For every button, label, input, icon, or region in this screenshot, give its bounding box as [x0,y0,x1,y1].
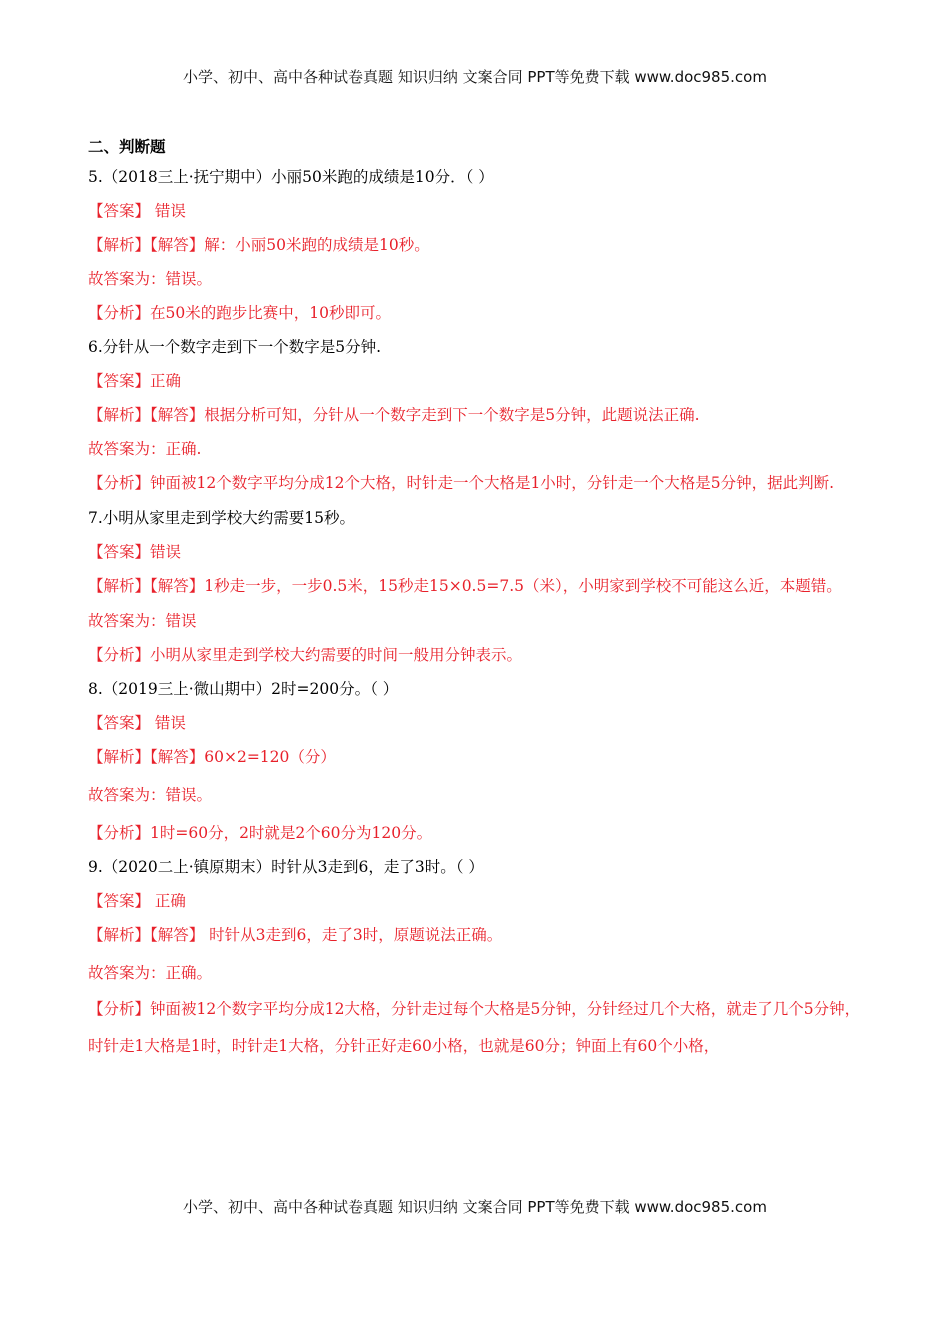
question-6 [88,337,868,502]
analysis-line: 【分析】1时=60分，2时就是2个60分为120分。 [88,824,433,842]
question-stem: 6.分针从一个数字走到下一个数字是5分钟. [88,338,382,356]
question-5 [88,167,868,323]
explanation-line: 【解析】【解答】解：小丽50米跑的成绩是10秒。 [88,236,430,254]
document-body [88,137,868,1065]
conclusion-line: 故答案为：错误。 [88,786,213,804]
question-stem: 8.（2019三上·微山期中）2时=200分。（ ） [88,680,399,698]
conclusion-line: 故答案为：错误 [88,612,197,630]
analysis-line: 【分析】钟面被12个数字平均分成12个大格，时针走一个大格是1小时，分针走一个大格是5分钟，据此判断. [88,474,835,492]
conclusion-line: 故答案为：错误。 [88,270,213,288]
explanation-line: 【解析】【解答】 时针从3走到6，走了3时，原题说法正确。 [88,926,503,944]
answer-line: 【答案】正确 [88,372,182,390]
conclusion-line: 故答案为：正确. [88,440,202,458]
question-9 [88,857,868,1065]
analysis-line: 【分析】钟面被12个数字平均分成12大格，分针走过每个大格是5分钟，分针经过几个大格，就走了几个5分钟，时针走1大格是1时，时针走1大格，分针正好走60小格，也就是60分；钟面上有60个小格， [88,1000,861,1055]
question-7 [88,508,868,665]
question-stem: 7.小明从家里走到学校大约需要15秒。 [88,509,356,527]
page-header: 小学、初中、高中各种试卷真题 知识归纳 文案合同 PPT等免费下载 www.doc985.com [183,68,767,86]
explanation-line: 【解析】【解答】根据分析可知，分针从一个数字走到下一个数字是5分钟，此题说法正确. [88,406,700,424]
question-8 [88,679,868,843]
explanation-line: 【解析】【解答】60×2=120（分） [88,748,336,766]
explanation-line: 【解析】【解答】1秒走一步，一步0.5米，15秒走15×0.5=7.5（米），小明家到学校不可能这么近，本题错。 [88,577,842,595]
answer-line: 【答案】 错误 [88,714,186,732]
section-title: 二、判断题 [88,137,166,156]
answer-line: 【答案】错误 [88,543,182,561]
answer-line: 【答案】 正确 [88,892,186,910]
answer-line: 【答案】 错误 [88,202,186,220]
analysis-line: 【分析】小明从家里走到学校大约需要的时间一般用分钟表示。 [88,646,523,664]
page-footer: 小学、初中、高中各种试卷真题 知识归纳 文案合同 PPT等免费下载 www.doc985.com [183,1198,767,1216]
question-stem: 9.（2020二上·镇原期末）时针从3走到6，走了3时。（ ） [88,858,484,876]
conclusion-line: 故答案为：正确。 [88,964,213,982]
question-stem: 5.（2018三上·抚宁期中）小丽50米跑的成绩是10分．（ ） [88,168,494,186]
analysis-line: 【分析】在50米的跑步比赛中，10秒即可。 [88,304,391,322]
